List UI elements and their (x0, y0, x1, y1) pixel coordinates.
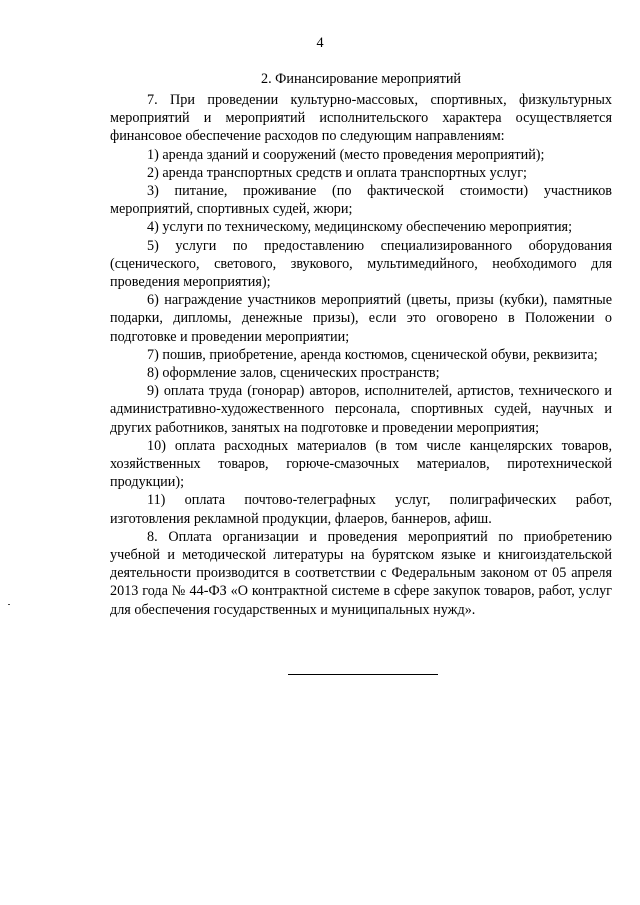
list-item-11: 11) оплата почтово-телеграфных услуг, полиграфических работ, изготовления рекламной продукции, флаеров, баннеров, афиш. (110, 492, 612, 527)
list-item-6: 6) награждение участников мероприятий (цветы, призы (кубки), памятные подарки, дипломы, денежные призы), если это оговорено в Положении о подготовке и проведении мероприятии; (110, 292, 612, 345)
section-title: 2. Финансирование мероприятий (260, 71, 462, 87)
document-body (110, 91, 612, 619)
closing-divider (288, 674, 438, 675)
paragraph-7: 7. При проведении культурно-массовых, спортивных, физкультурных мероприятий и мероприятий исполнительского характера осуществляется финансовое обеспечение расходов по следующим направлениям: (110, 92, 612, 145)
list-item-2: 2) аренда транспортных средств и оплата транспортных услуг; (147, 164, 527, 181)
list-item-10: 10) оплата расходных материалов (в том числе канцелярских товаров, хозяйственных товаров, горюче-смазочных материалов, пиротехнической продукции); (110, 437, 612, 491)
list-item-4: 4) услуги по техническому, медицинскому обеспечению мероприятия; (147, 219, 573, 236)
margin-mark (8, 604, 10, 605)
list-item-8: 8) оформление залов, сценических пространств; (147, 365, 440, 382)
list-item-1: 1) аренда зданий и сооружений (место проведения мероприятий); (147, 146, 545, 163)
list-item-9: 9) оплата труда (гонорар) авторов, исполнителей, артистов, технического и административно-художественного персонала, спортивных судей, научных и других работников, занятых на подготовке и проведении мероприятия; (110, 383, 612, 436)
page-number: 4 (316, 35, 324, 51)
list-item-3: 3) питание, проживание (по фактической стоимости) участников мероприятий, спортивных судей, жюри; (110, 183, 612, 218)
list-item-7: 7) пошив, приобретение, аренда костюмов, сценической обуви, реквизита; (147, 346, 598, 363)
list-item-5: 5) услуги по предоставлению специализированного оборудования (сценического, светового, звукового, мультимедийного, необходимого для проведения мероприятия); (110, 237, 612, 291)
paragraph-8: 8. Оплата организации и проведения мероприятий по приобретению учебной и методической литературы на бурятском языке и книгоиздательской деятельности производится в соответствии с Федеральным законом от 05 апреля 2013 года № 44-ФЗ «О контрактной системе в сфере закупок товаров, работ, услуг для обеспечения государственных и муниципальных нужд». (110, 528, 612, 618)
